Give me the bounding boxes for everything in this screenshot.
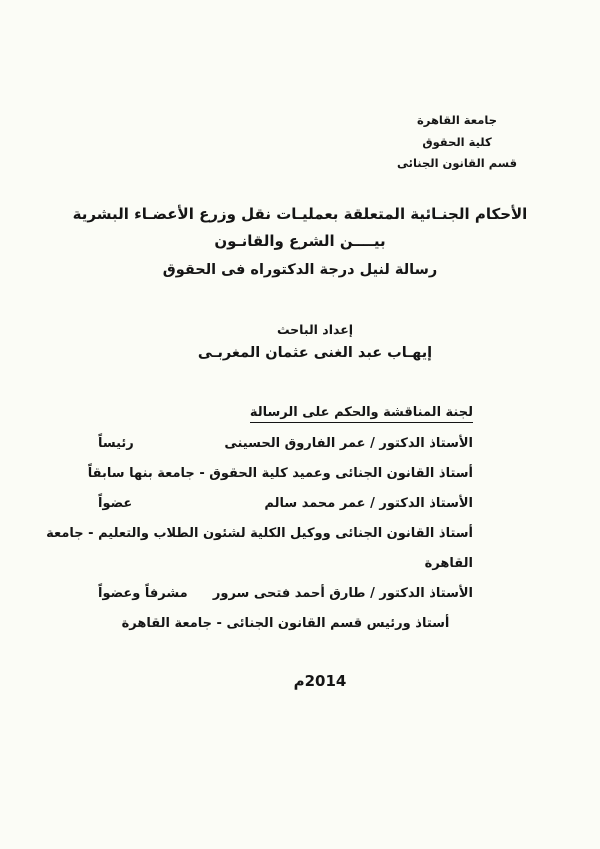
thesis-title — [0, 201, 600, 284]
member-2-name: الأستاذ الدكتور / عمر محمد سالم — [264, 496, 473, 511]
thesis-degree-line: رسالة لنيل درجة الدكتوراه فى الحقوق — [162, 262, 438, 278]
member-2-description-line-2: القاهرة — [424, 556, 473, 571]
member-3-role: مشرفاً وعضواً — [98, 586, 188, 601]
university-name: جامعة القاهرة — [417, 113, 497, 127]
department-name: قسم القانون الجنائى — [397, 156, 517, 170]
thesis-title-line-1: الأحكام الجنـائية المتعلقة بعمليـات نقل وزرع الأعضـاء البشرية — [72, 205, 528, 223]
committee-member-row — [98, 436, 473, 466]
member-1-role: رئيساً — [98, 436, 134, 451]
member-1-name: الأستاذ الدكتور / عمر الفاروق الحسينى — [224, 436, 473, 451]
member-2-description-line-1: أستاذ القانون الجنائى ووكيل الكلية لشئون الطلاب والتعليم - جامعة — [46, 526, 473, 541]
publication-year: 2014م — [293, 672, 347, 690]
member-2-role: عضواً — [98, 496, 133, 511]
author-section — [30, 320, 600, 367]
committee-member-row — [98, 586, 473, 616]
member-1-description: أستاذ القانون الجنائى وعميد كلية الحقوق - جامعة بنها سابقاً — [87, 466, 473, 481]
committee-member-row — [98, 496, 473, 526]
member-3-description: أستاذ ورئيس قسم القانون الجنائى - جامعة القاهرة — [121, 616, 450, 631]
committee-heading: لجنة المناقشة والحكم على الرسالة — [250, 405, 473, 423]
institution-header — [372, 110, 542, 175]
thesis-title-line-2: بيــــن الشرع والقانـون — [214, 232, 386, 250]
author-name: إيهـاب عبد الغنى عثمان المغربـى — [197, 345, 433, 361]
committee-heading-row — [98, 405, 473, 436]
member-3-name: الأستاذ الدكتور / طارق أحمد فتحى سرور — [212, 586, 473, 601]
committee-section — [46, 405, 473, 646]
author-label: إعداد الباحث — [276, 322, 354, 337]
faculty-name: كلية الحقوق — [422, 134, 492, 149]
